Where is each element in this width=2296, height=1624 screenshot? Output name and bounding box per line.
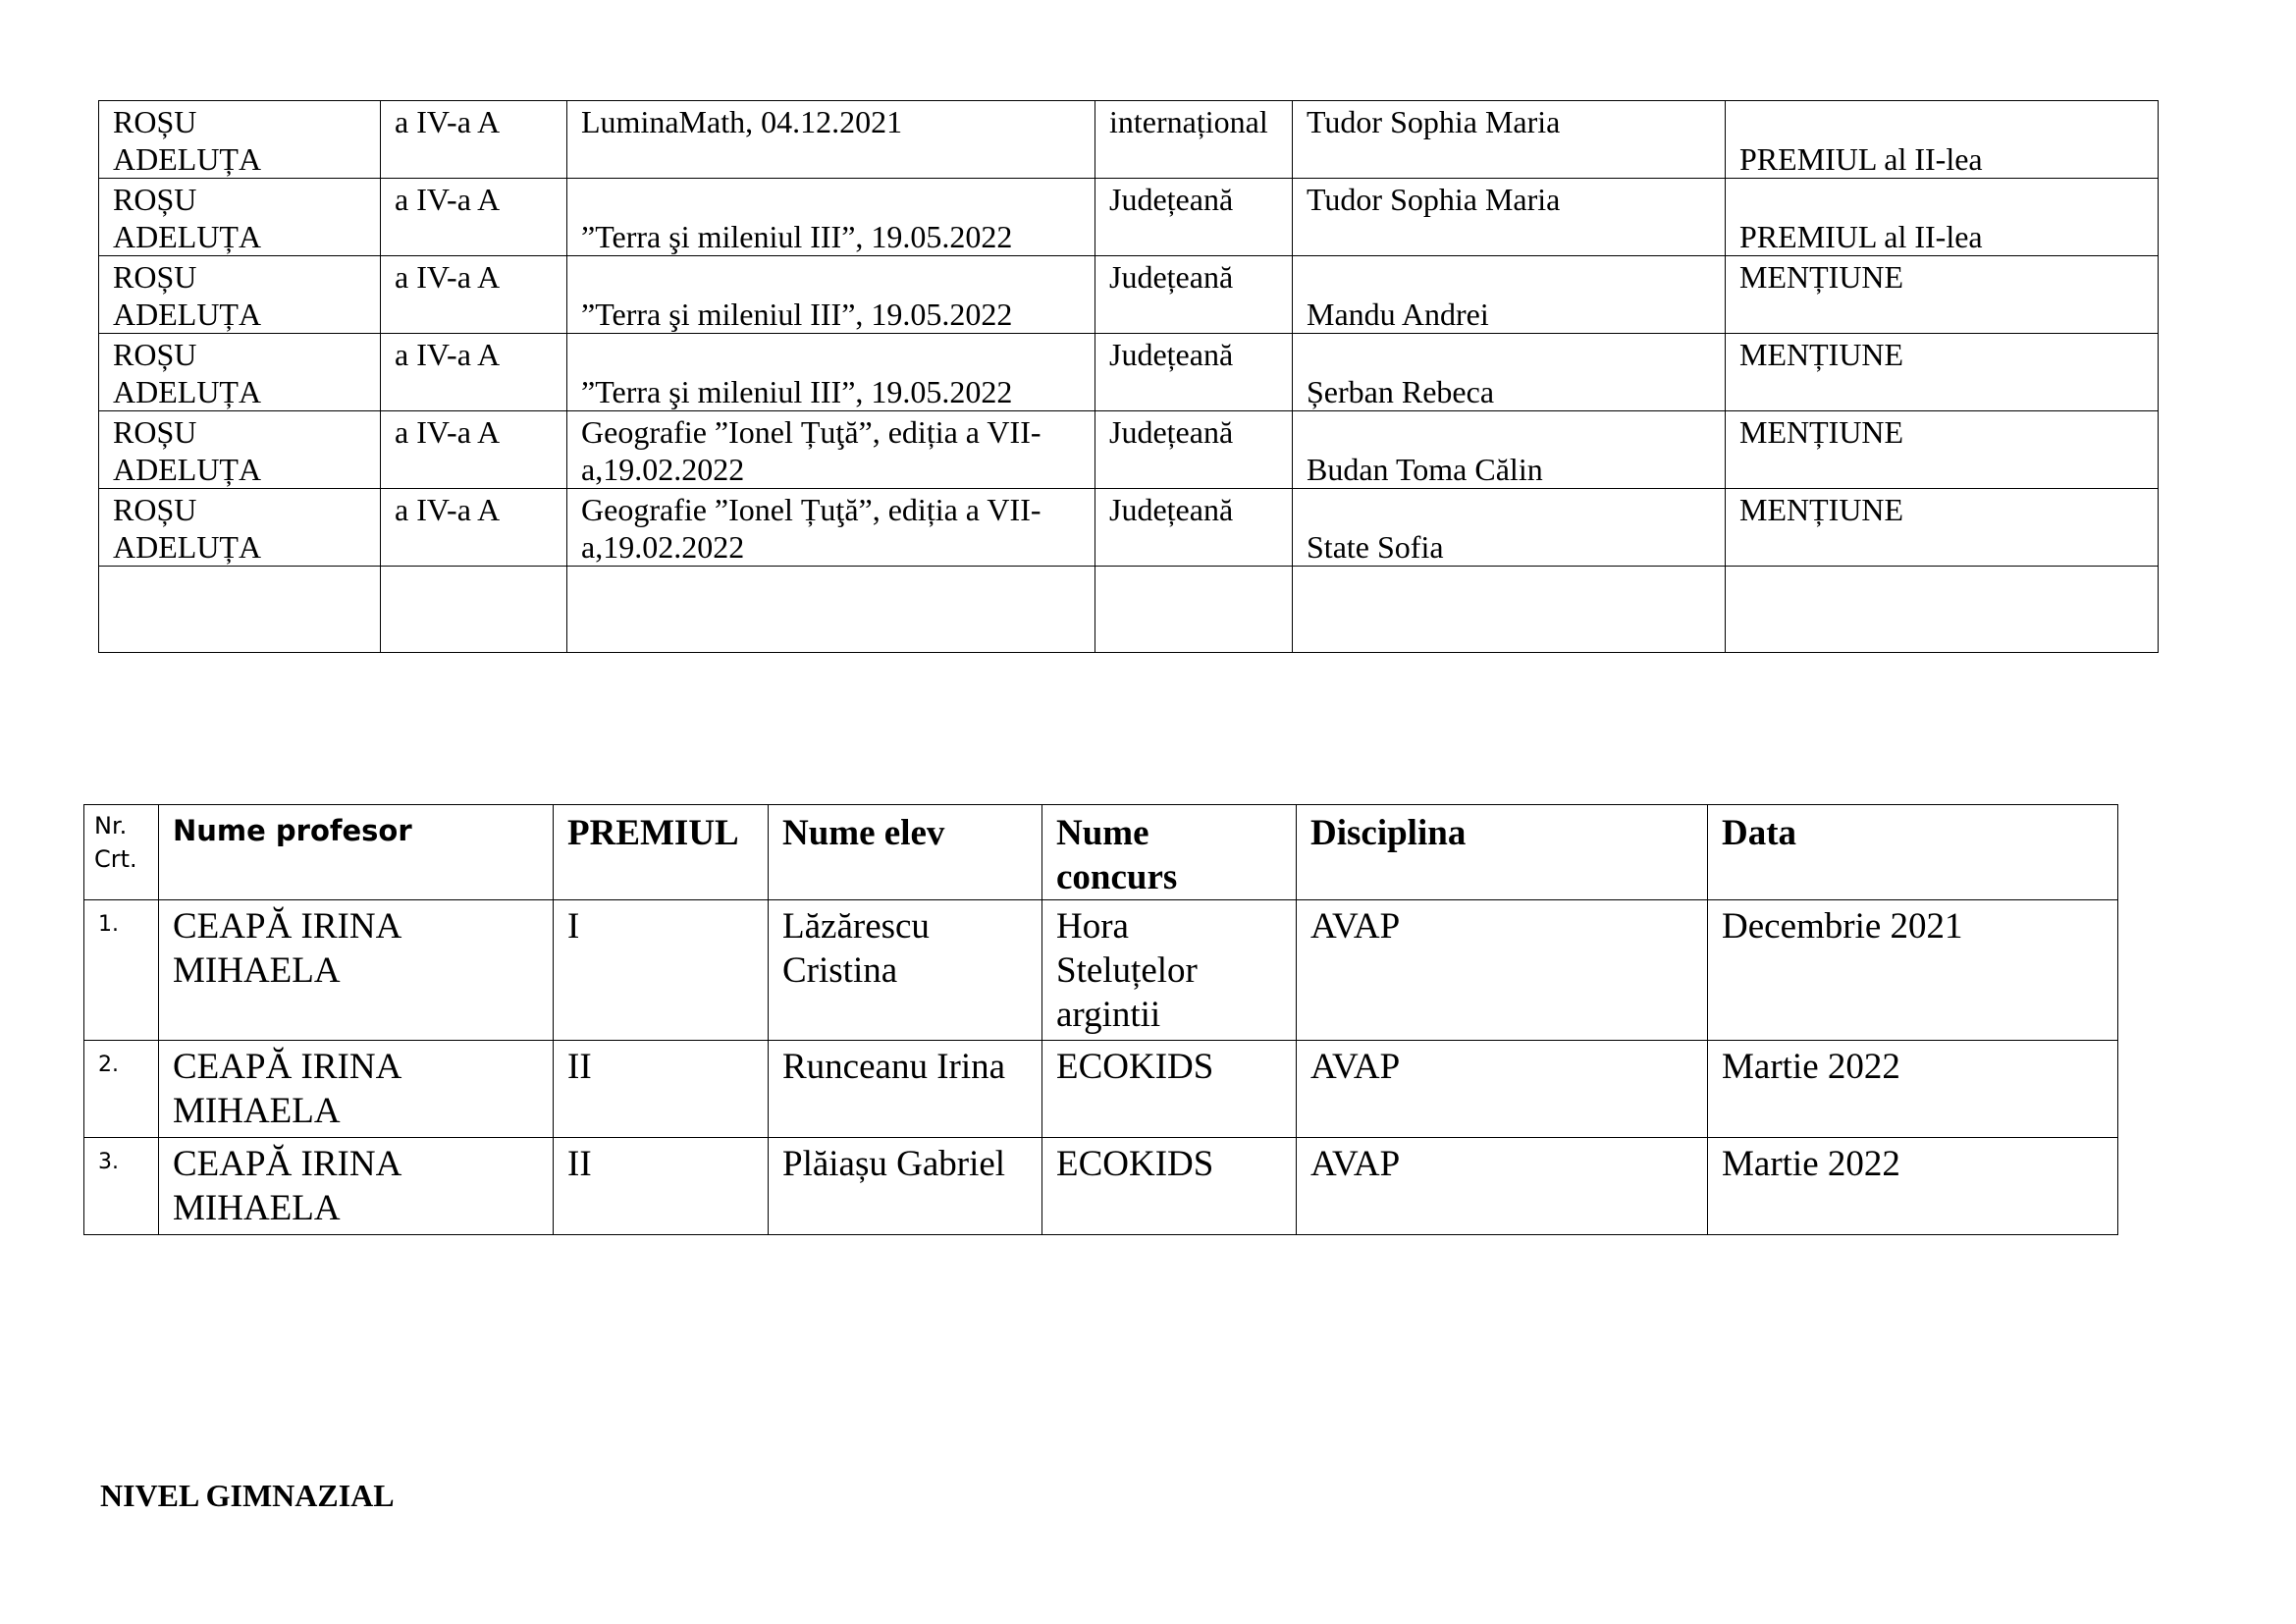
contest-cell-line: Steluțelor [1056,950,1198,991]
class-cell [381,179,567,256]
class-cell [381,256,567,334]
teacher-cell-line: CEAPĂ IRINA [173,906,402,947]
class-cell [381,334,567,411]
student-cell [1293,256,1726,334]
award-cell: I [554,900,769,1041]
student-cell-line: Plăiașu Gabriel [782,1144,1006,1184]
empty-cell [1726,567,2159,653]
student-cell-line: Mandu Andrei [1307,297,1489,332]
table-row [99,334,2159,411]
teacher-cell [99,334,381,411]
level-cell-text: Județeană [1109,259,1234,295]
teacher-cell [159,1138,554,1235]
class-cell-text: a IV-a A [395,414,501,450]
class-cell-text: a IV-a A [395,259,501,295]
teacher-cell-line: ADELUȚA [113,141,262,177]
contest-cell [567,179,1095,256]
student-cell-line: Budan Toma Călin [1307,452,1543,487]
student-cell [769,1041,1042,1138]
teacher-cell-line: ADELUȚA [113,219,262,254]
contest-cell-line: argintii [1056,995,1161,1035]
date-cell: Martie 2022 [1708,1041,2118,1138]
table-row [99,256,2159,334]
teacher-cell [159,900,554,1041]
contest-cell [567,101,1095,179]
award-cell: II [554,1041,769,1138]
level-cell-text: Județeană [1109,337,1234,372]
teacher-cell [99,179,381,256]
student-cell [1293,179,1726,256]
subject-cell: AVAP [1297,1138,1708,1235]
date-cell: Decembrie 2021 [1708,900,2118,1041]
teacher-cell-line: MIHAELA [173,1188,341,1228]
contest-cell [567,334,1095,411]
teacher-cell-line: ADELUȚA [113,297,262,332]
empty-cell [567,567,1095,653]
teacher-cell-line: ADELUȚA [113,452,262,487]
teacher-cell-line: MIHAELA [173,950,341,991]
contest-cell-line: Hora [1056,906,1129,947]
award-cell-line: PREMIUL al II-lea [1739,219,1983,254]
award-cell-line: PREMIUL al II-lea [1739,141,1983,177]
student-cell [1293,101,1726,179]
award-cell [1726,489,2159,567]
subject-cell: AVAP [1297,900,1708,1041]
empty-cell [381,567,567,653]
subject-cell: AVAP [1297,1041,1708,1138]
class-cell [381,489,567,567]
table-row [99,411,2159,489]
table-row [99,489,2159,567]
contest-cell-line: ”Terra şi mileniul III”, 19.05.2022 [581,297,1013,332]
teacher-cell-line: CEAPĂ IRINA [173,1144,402,1184]
award-cell-line: MENȚIUNE [1739,492,1904,527]
teacher-cell-line: ROȘU [113,492,197,527]
student-cell-line: Tudor Sophia Maria [1307,182,1561,217]
teacher-cell [99,489,381,567]
student-cell-line: Cristina [782,950,898,991]
student-cell [1293,411,1726,489]
date-cell: Martie 2022 [1708,1138,2118,1235]
table-row [84,1041,2118,1138]
awards-table-primary-body [99,101,2159,653]
contest-cell-line: ”Terra şi mileniul III”, 19.05.2022 [581,374,1013,409]
level-cell [1095,334,1293,411]
teacher-cell-line: ROȘU [113,182,197,217]
contest-cell [567,411,1095,489]
award-cell [1726,256,2159,334]
student-cell-line: Tudor Sophia Maria [1307,104,1561,139]
level-cell-text: Județeană [1109,492,1234,527]
student-cell [1293,489,1726,567]
teacher-cell-line: ROȘU [113,104,197,139]
row-number: 3. [84,1138,159,1235]
awards-table-primary [98,100,2159,653]
contest-cell-line: LuminaMath, 04.12.2021 [581,104,903,139]
student-cell [769,900,1042,1041]
contest-cell-line: Geografie ”Ionel Țuţă”, ediția a VII- [581,492,1041,527]
section-heading: NIVEL GIMNAZIAL [100,1478,395,1513]
student-cell [769,1138,1042,1235]
contest-cell [567,489,1095,567]
contest-cell-line: a,19.02.2022 [581,529,745,565]
award-cell: II [554,1138,769,1235]
table-header-row [84,805,2118,900]
header-premiul: PREMIUL [554,805,769,900]
contest-cell [1042,1138,1297,1235]
teacher-cell [99,411,381,489]
award-cell-line: MENȚIUNE [1739,259,1904,295]
contest-cell [1042,1041,1297,1138]
level-cell-text: Județeană [1109,182,1234,217]
class-cell [381,411,567,489]
class-cell-text: a IV-a A [395,492,501,527]
table-row [99,179,2159,256]
contest-cell [1042,900,1297,1041]
level-cell [1095,101,1293,179]
teacher-cell [99,256,381,334]
table-row [84,1138,2118,1235]
level-cell [1095,256,1293,334]
teacher-cell-line: MIHAELA [173,1091,341,1131]
award-cell [1726,101,2159,179]
teacher-cell-line: ROȘU [113,259,197,295]
teacher-cell-line: ADELUȚA [113,529,262,565]
student-cell-line: Runceanu Irina [782,1047,1006,1087]
class-cell-text: a IV-a A [395,337,501,372]
contest-cell-line: ECOKIDS [1056,1047,1214,1087]
student-cell-line: State Sofia [1307,529,1444,565]
level-cell-text: internațional [1109,104,1268,139]
awards-table-teacher [83,804,2118,1235]
contest-cell-line: ECOKIDS [1056,1144,1214,1184]
contest-cell [567,256,1095,334]
teacher-cell-line: ROȘU [113,337,197,372]
contest-cell-line: Geografie ”Ionel Țuţă”, ediția a VII- [581,414,1041,450]
teacher-cell-line: CEAPĂ IRINA [173,1047,402,1087]
award-cell [1726,411,2159,489]
level-cell-text: Județeană [1109,414,1234,450]
level-cell [1095,411,1293,489]
table-row [99,101,2159,179]
student-cell [1293,334,1726,411]
row-number: 1. [84,900,159,1041]
class-cell [381,101,567,179]
contest-cell-line: a,19.02.2022 [581,452,745,487]
teacher-cell-line: ROȘU [113,414,197,450]
teacher-cell-line: ADELUȚA [113,374,262,409]
student-cell-line: Șerban Rebeca [1307,374,1495,409]
header-nume-elev: Nume elev [769,805,1042,900]
teacher-cell [159,1041,554,1138]
award-cell [1726,179,2159,256]
empty-cell [99,567,381,653]
empty-cell [1095,567,1293,653]
header-nume-profesor: Nume profesor [159,805,554,900]
header-disciplina: Disciplina [1297,805,1708,900]
table-row-empty [99,567,2159,653]
row-number: 2. [84,1041,159,1138]
teacher-cell [99,101,381,179]
level-cell [1095,179,1293,256]
header-nume-concurs: Nume concurs [1042,805,1297,900]
header-nr-crt: Nr. Crt. [84,805,159,900]
table-row [84,900,2118,1041]
student-cell-line: Lăzărescu [782,906,930,947]
empty-cell [1293,567,1726,653]
award-cell-line: MENȚIUNE [1739,337,1904,372]
award-cell-line: MENȚIUNE [1739,414,1904,450]
awards-table-teacher-body [84,900,2118,1235]
class-cell-text: a IV-a A [395,182,501,217]
level-cell [1095,489,1293,567]
header-data: Data [1708,805,2118,900]
award-cell [1726,334,2159,411]
class-cell-text: a IV-a A [395,104,501,139]
contest-cell-line: ”Terra şi mileniul III”, 19.05.2022 [581,219,1013,254]
